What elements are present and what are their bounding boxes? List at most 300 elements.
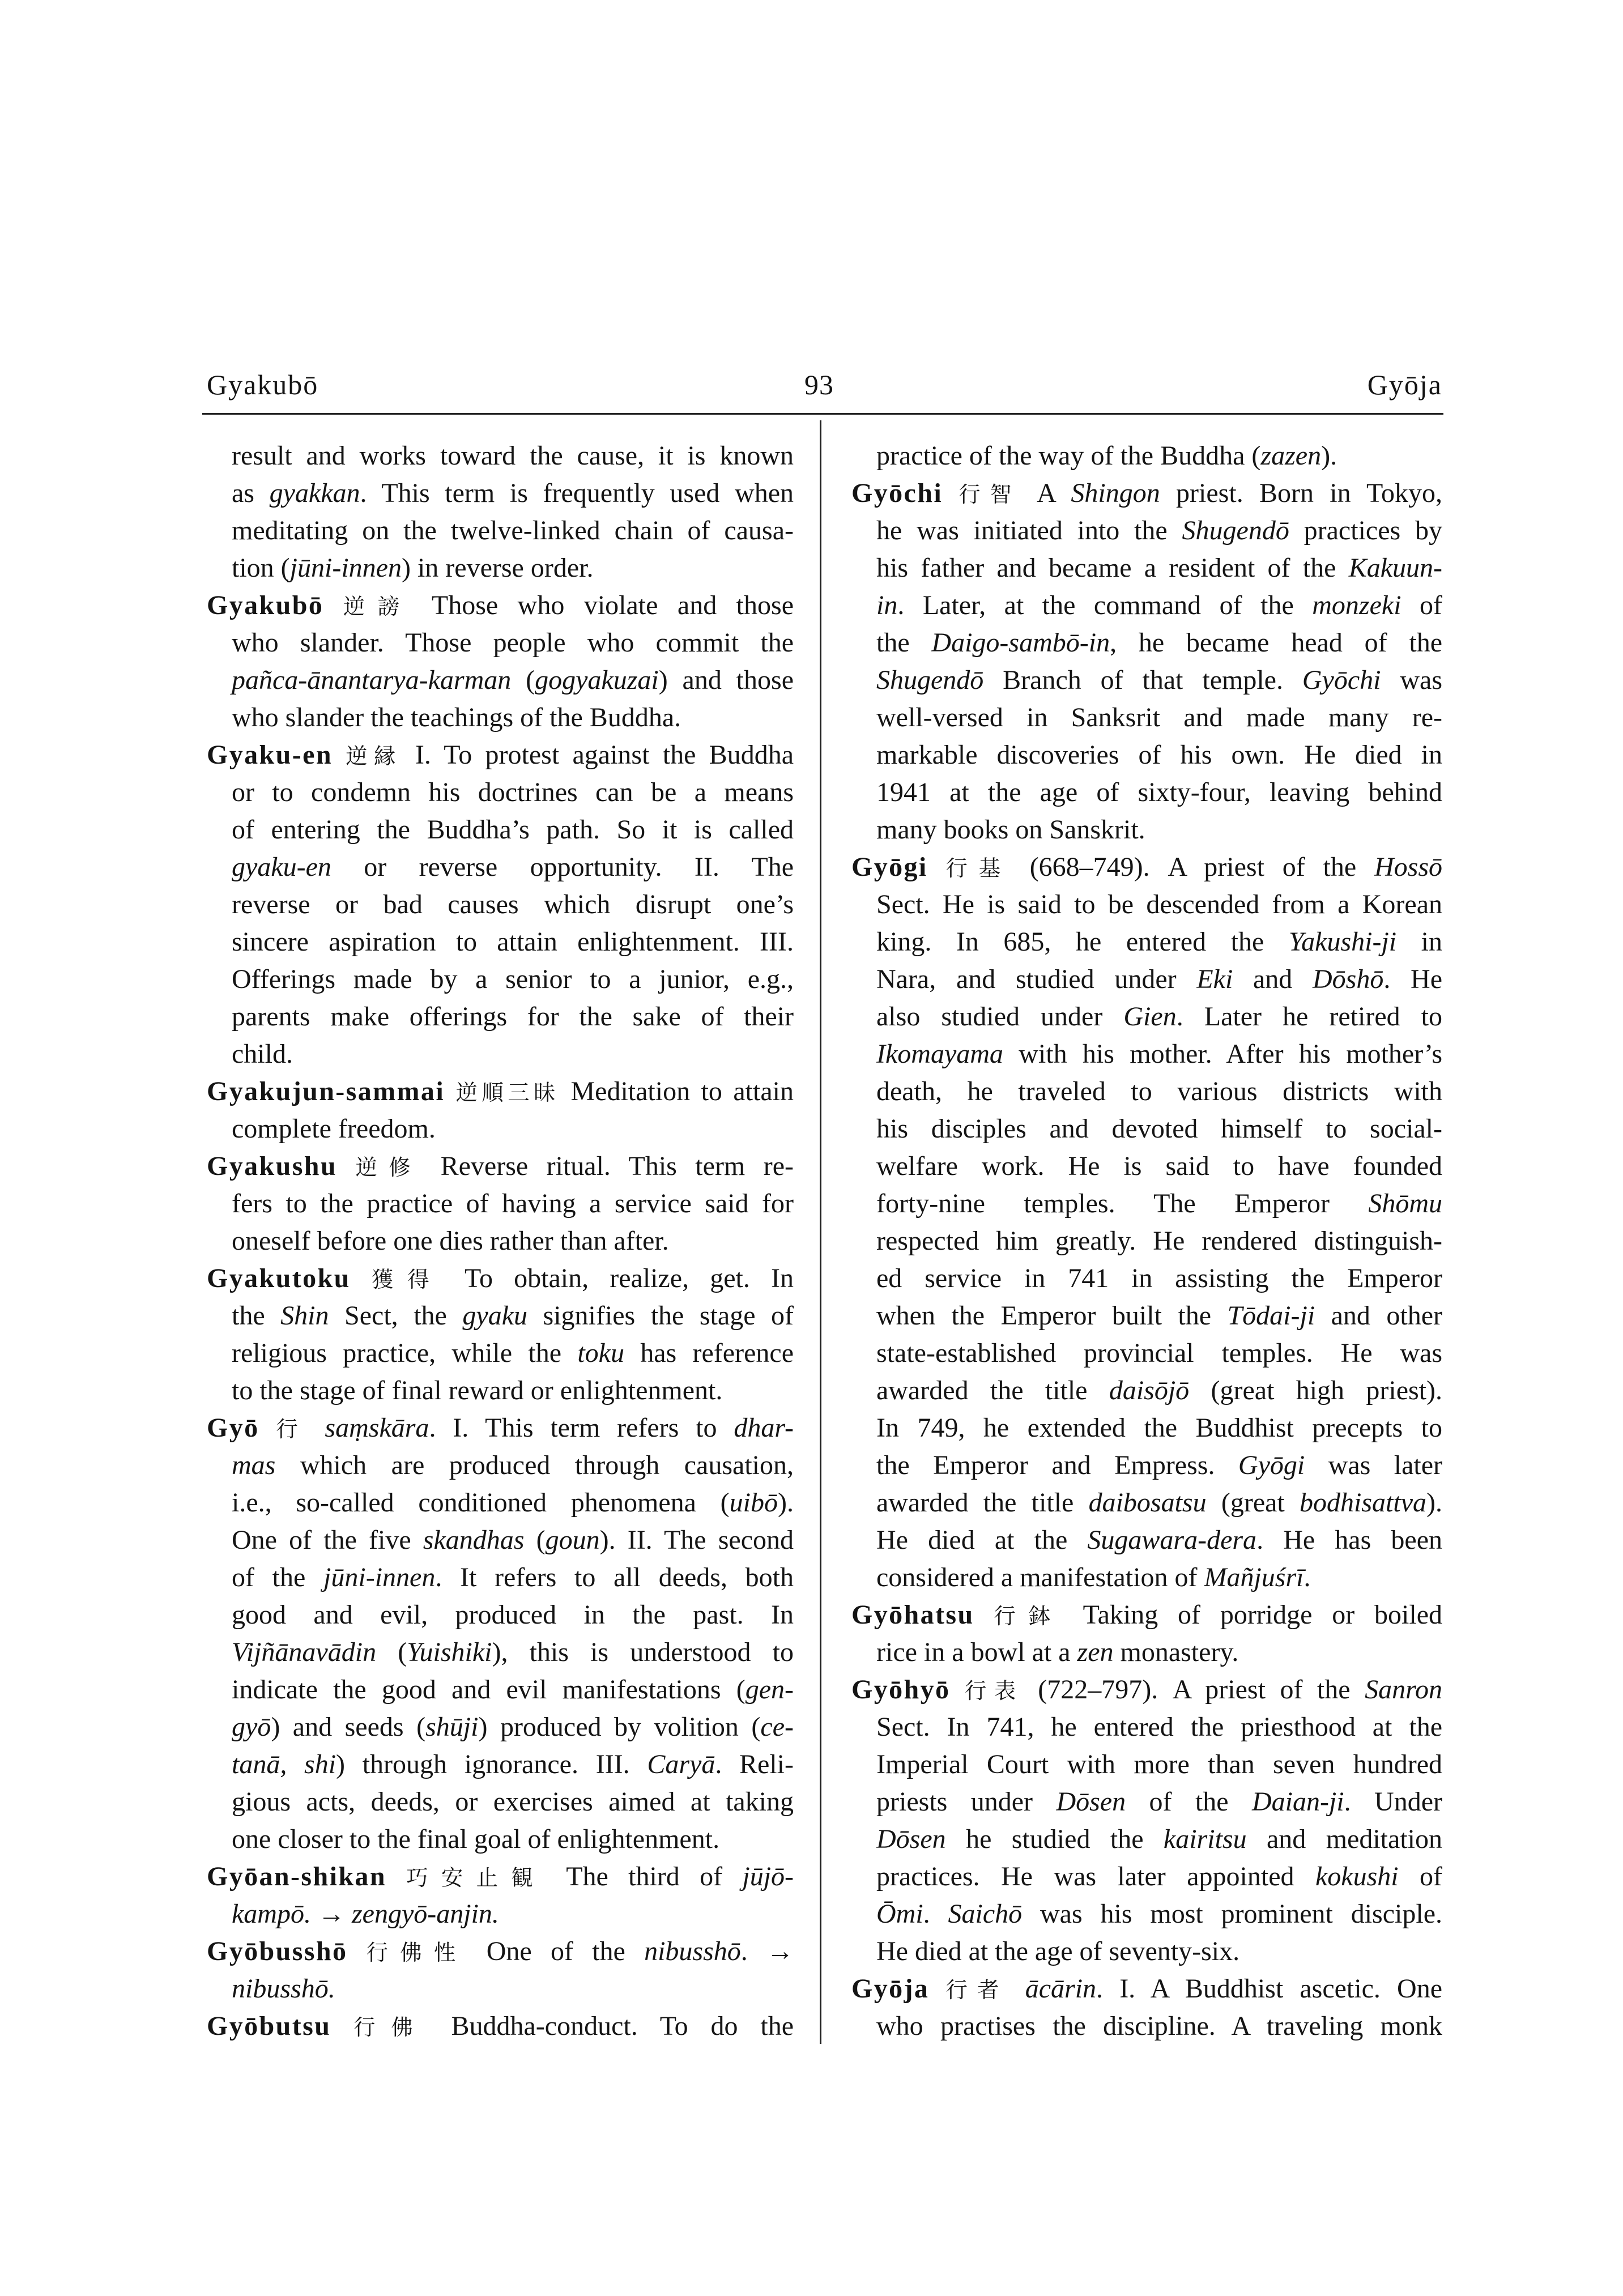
text-run: death, he traveled to various districts with [876, 1076, 1442, 1106]
text-run: as [232, 478, 270, 508]
text-line [207, 1335, 794, 1372]
header-rule [202, 413, 1443, 415]
running-head-last-entry: Gyōja [1367, 369, 1442, 401]
text-run: and other [1315, 1301, 1442, 1331]
text-run: . Reli- [715, 1749, 794, 1779]
italic-term: mas [232, 1450, 276, 1480]
text-line [207, 1596, 794, 1634]
text-line [207, 849, 794, 886]
text-run: Sect, the [329, 1301, 463, 1331]
text-run: of the [1126, 1787, 1252, 1817]
italic-term: daibosatsu [1088, 1488, 1207, 1518]
text-run [929, 1974, 945, 2004]
text-line [851, 1634, 1442, 1671]
italic-term: Ōmi [876, 1899, 923, 1929]
text-run: ( [376, 1637, 407, 1667]
text-run: gious acts, deeds, or exercises aimed at taking [232, 1787, 794, 1817]
italic-term: gyaku [462, 1301, 527, 1331]
text-line [851, 512, 1442, 549]
headword: Gyōhyō [851, 1675, 951, 1705]
italic-term: daisōjō [1109, 1375, 1190, 1405]
text-run: practices. He was later appointed [876, 1861, 1315, 1892]
text-line [851, 1484, 1442, 1522]
text-run: king. In 685, he entered the [876, 927, 1289, 957]
text-run: ) through ignorance. III. [336, 1749, 648, 1779]
text-run: complete freedom. [232, 1114, 436, 1144]
text-line [851, 1110, 1442, 1148]
italic-term: uibō [729, 1488, 778, 1518]
column-divider [820, 420, 821, 2044]
page-number: 93 [804, 369, 834, 401]
kanji-characters: 行智 [959, 482, 1021, 508]
entry-first-line [851, 1970, 1442, 2008]
text-line [851, 736, 1442, 774]
text-run: to the stage of final reward or enlightenment. [232, 1375, 723, 1405]
text-run: practices by [1289, 516, 1442, 546]
text-run: One of the [467, 1936, 645, 1966]
text-line [851, 1222, 1442, 1260]
text-run [445, 1076, 455, 1106]
italic-term: Kakuun- [1348, 553, 1442, 583]
text-run: ), this is understood to [492, 1637, 794, 1667]
text-run: the [232, 1301, 281, 1331]
text-run: many books on Sanskrit. [876, 815, 1145, 845]
entry-first-line [851, 1671, 1442, 1709]
text-line [851, 886, 1442, 923]
text-run: indicate the good and evil manifestations ( [232, 1675, 746, 1705]
text-run: the Emperor and Empress. [876, 1450, 1238, 1480]
text-line [207, 886, 794, 923]
text-line [851, 1185, 1442, 1222]
text-line [207, 923, 794, 961]
text-run: ( [524, 1525, 546, 1555]
text-run: To obtain, realize, get. In [443, 1263, 794, 1293]
text-line [207, 662, 794, 699]
italic-term: toku [577, 1338, 624, 1368]
text-run: A [1020, 478, 1071, 508]
italic-term: Hossō [1374, 852, 1442, 882]
text-run: and [1233, 964, 1313, 994]
text-run: Imperial Court with more than seven hundred [876, 1749, 1442, 1779]
text-run: of [1398, 1861, 1442, 1892]
text-line [207, 1185, 794, 1222]
text-run [943, 478, 959, 508]
italic-term: in [876, 590, 898, 620]
text-line [851, 1335, 1442, 1372]
text-run: well-versed in Sanksrit and made many re- [876, 702, 1442, 732]
kanji-characters: 逆謗 [343, 594, 412, 620]
headword: Gyōchi [851, 478, 943, 508]
text-run: practice of the way of the Buddha ( [876, 441, 1261, 471]
text-line [851, 1709, 1442, 1746]
text-line [851, 1522, 1442, 1559]
italic-term: gyaku-en [232, 852, 331, 882]
italic-term: Sanron [1365, 1675, 1442, 1705]
text-line [207, 1297, 794, 1335]
italic-term: Dōsen [1056, 1787, 1126, 1817]
kanji-characters: 行佛 [353, 2015, 429, 2041]
text-run: He died at the age of seventy-six. [876, 1936, 1240, 1966]
italic-term: Dōsen [876, 1824, 946, 1854]
text-run: child. [232, 1039, 293, 1069]
headword: Gyakujun-sammai [207, 1076, 445, 1106]
text-line [207, 1821, 794, 1858]
text-run: monastery. [1113, 1637, 1239, 1667]
italic-term: Tōdai-ji [1227, 1301, 1315, 1331]
kanji-characters: 行佛性 [366, 1940, 468, 1966]
text-run: priests under [876, 1787, 1057, 1817]
text-run: , he became head of the [1110, 628, 1442, 658]
kanji-characters: 行 [276, 1417, 308, 1442]
text-run: . Under [1344, 1787, 1442, 1817]
text-line [851, 1297, 1442, 1335]
italic-term: skandhas [423, 1525, 525, 1555]
text-run [259, 1413, 276, 1443]
entry-first-line [207, 736, 794, 774]
headword: Gyakushu [207, 1151, 337, 1181]
text-line [207, 624, 794, 662]
headword: Gyōan-shikan [207, 1861, 386, 1892]
text-run: ) produced by volition ( [478, 1712, 761, 1742]
text-run: i.e., so-called conditioned phenomena ( [232, 1488, 730, 1518]
entry-first-line [207, 1260, 794, 1297]
headword: Gyaku-en [207, 740, 333, 770]
text-run: and meditation [1246, 1824, 1442, 1854]
text-run: considered a manifestation of [876, 1562, 1204, 1592]
left-column [207, 437, 794, 2045]
text-run: → [310, 1899, 352, 1929]
text-run: priest. Born in Tokyo, [1160, 478, 1442, 508]
text-line [207, 961, 794, 998]
italic-term: nibusshō. [232, 1974, 335, 2004]
entry-first-line [207, 1073, 794, 1110]
text-run: awarded the title [876, 1375, 1109, 1405]
text-run: One of the five [232, 1525, 423, 1555]
text-run: when the Emperor built the [876, 1301, 1228, 1331]
headword: Gyōja [851, 1974, 930, 2004]
italic-term: Gyōchi [1302, 665, 1381, 695]
text-run: ed service in 741 in assisting the Emperor [876, 1263, 1442, 1293]
entry-first-line [207, 1148, 794, 1185]
italic-term: Caryā [647, 1749, 715, 1779]
text-run: or reverse opportunity. II. The [331, 852, 794, 882]
italic-term: Eki [1196, 964, 1233, 994]
text-run: which are produced through causation, [275, 1450, 794, 1480]
italic-term: Shugendō [1182, 516, 1289, 546]
italic-term: jūni-innen [323, 1562, 436, 1592]
text-line [207, 1484, 794, 1522]
text-run: ). [1426, 1488, 1442, 1518]
text-run: . This term is frequently used when [360, 478, 794, 508]
text-run: He died at the [876, 1525, 1088, 1555]
italic-term: ce- [760, 1712, 794, 1742]
text-line [851, 1783, 1442, 1821]
text-run: parents make offerings for the sake of their [232, 1002, 794, 1032]
text-line [207, 1036, 794, 1073]
text-run: 1941 at the age of sixty-four, leaving behind [876, 777, 1442, 807]
text-line [207, 1970, 794, 2008]
text-line [851, 1409, 1442, 1447]
text-line [207, 1372, 794, 1409]
text-run: . Later, at the command of the [897, 590, 1313, 620]
text-run: (great high priest). [1189, 1375, 1442, 1405]
text-run [331, 2011, 353, 2041]
text-line [851, 1260, 1442, 1297]
text-line [207, 1634, 794, 1671]
text-run: he studied the [945, 1824, 1164, 1854]
text-run: state-established provincial temples. He was [876, 1338, 1442, 1368]
text-run: markable discoveries of his own. He died in [876, 740, 1442, 770]
text-line [851, 811, 1442, 849]
text-run: Offerings made by a senior to a junior, e.g., [232, 964, 794, 994]
text-run: In 749, he extended the Buddhist precepts to [876, 1413, 1442, 1443]
kanji-characters: 獲得 [371, 1267, 444, 1293]
text-run [337, 1151, 355, 1181]
text-run: ). [1321, 441, 1337, 471]
text-run: of the [232, 1562, 324, 1592]
text-line [851, 961, 1442, 998]
italic-term: shūji [425, 1712, 479, 1742]
text-line [207, 512, 794, 549]
text-run: Sect. In 741, he entered the priesthood at the [876, 1712, 1442, 1742]
text-run: fers to the practice of having a service said for [232, 1189, 794, 1219]
text-run: ) and those [658, 665, 794, 695]
italic-term: Daian-ji [1251, 1787, 1344, 1817]
text-line [207, 1447, 794, 1484]
italic-term: Mañjuśrī [1204, 1562, 1304, 1592]
text-line [207, 1671, 794, 1709]
text-run: with his mother. After his mother’s [1003, 1039, 1442, 1069]
text-run: The third of [546, 1861, 743, 1892]
text-run [308, 1413, 325, 1443]
italic-term: ācārin [1025, 1974, 1097, 2004]
italic-term: tanā, shi [232, 1749, 336, 1779]
text-line [851, 998, 1442, 1036]
text-run: signifies the stage of [527, 1301, 794, 1331]
text-run: . It refers to all deeds, both [435, 1562, 794, 1592]
italic-term: Shingon [1071, 478, 1160, 508]
text-run: I. To protest against the Buddha [402, 740, 794, 770]
text-run: oneself before one dies rather than after. [232, 1226, 669, 1256]
text-run: . He has been [1256, 1525, 1442, 1555]
headword: Gyakutoku [207, 1263, 351, 1293]
italic-term: zengyō-anjin. [351, 1899, 499, 1929]
text-run: of [1401, 590, 1442, 620]
entry-first-line [207, 1409, 794, 1447]
italic-term: gyakkan [269, 478, 360, 508]
text-line [207, 437, 794, 475]
text-run: in [1396, 927, 1442, 957]
text-run: reverse or bad causes which disrupt one’s [232, 889, 794, 919]
kanji-characters: 逆修 [355, 1155, 423, 1181]
text-run: result and works toward the cause, it is known [232, 441, 794, 471]
entry-first-line [851, 849, 1442, 886]
text-run: was later [1305, 1450, 1442, 1480]
text-run: Those who violate and those [412, 590, 794, 620]
text-run [333, 740, 346, 770]
text-run: . Later he retired to [1176, 1002, 1442, 1032]
text-run: Nara, and studied under [876, 964, 1197, 994]
text-line [207, 1559, 794, 1596]
italic-term: jūjō- [742, 1861, 794, 1892]
italic-term: Yakushi-ji [1288, 927, 1397, 957]
text-run: Branch of that temple. [983, 665, 1302, 695]
text-run: has reference [624, 1338, 794, 1368]
text-run: Sect. He is said to be descended from a Korean [876, 889, 1442, 919]
italic-term: zazen [1260, 441, 1322, 471]
text-run [974, 1600, 994, 1630]
text-run: ) and seeds ( [271, 1712, 426, 1742]
text-line [207, 1522, 794, 1559]
italic-term: gogyakuzai [535, 665, 659, 695]
text-run: (722–797). A priest of the [1023, 1675, 1365, 1705]
text-line [851, 1746, 1442, 1783]
text-line [851, 1821, 1442, 1858]
text-line [207, 811, 794, 849]
right-column [851, 437, 1442, 2045]
italic-term: dhar- [734, 1413, 794, 1443]
text-run: of entering the Buddha’s path. So it is called [232, 815, 794, 845]
text-run: his disciples and devoted himself to social- [876, 1114, 1442, 1144]
text-run: respected him greatly. He rendered distinguish- [876, 1226, 1442, 1256]
text-line [207, 1709, 794, 1746]
headword: Gyakubō [207, 590, 324, 620]
italic-term: saṃskāra [325, 1413, 429, 1443]
text-run [950, 1675, 965, 1705]
text-run [386, 1861, 406, 1892]
kanji-characters: 逆縁 [346, 744, 402, 769]
italic-term: kokushi [1315, 1861, 1399, 1892]
italic-term: goun [545, 1525, 600, 1555]
italic-term: Vijñānavādin [232, 1637, 377, 1667]
text-line [851, 923, 1442, 961]
italic-term: Saichō [948, 1899, 1023, 1929]
kanji-characters: 行基 [945, 856, 1012, 881]
headword: Gyōbusshō [207, 1936, 348, 1966]
text-run: Meditation to attain [560, 1076, 794, 1106]
text-line [207, 1895, 794, 1933]
text-run: who slander. Those people who commit the [232, 628, 794, 658]
text-run: ). II. The second [599, 1525, 794, 1555]
entry-first-line [851, 475, 1442, 512]
text-run: who practises the discipline. A traveling monk [876, 2011, 1442, 2041]
text-line [851, 699, 1442, 736]
kanji-characters: 行表 [964, 1679, 1024, 1704]
text-run: ). [778, 1488, 794, 1518]
text-line [851, 662, 1442, 699]
text-line [851, 774, 1442, 811]
text-run: sincere aspiration to attain enlightenment. III. [232, 927, 794, 957]
text-line [851, 2008, 1442, 2045]
text-line [851, 437, 1442, 475]
text-line [851, 1148, 1442, 1185]
text-run: . → [740, 1936, 794, 1966]
text-run: the [876, 628, 932, 658]
text-line [207, 1222, 794, 1260]
text-line [207, 549, 794, 587]
text-line [851, 587, 1442, 624]
text-line [851, 1559, 1442, 1596]
text-run: awarded the title [876, 1488, 1089, 1518]
kanji-characters: 巧安止観 [406, 1865, 546, 1891]
text-run: ( [511, 665, 535, 695]
italic-term: Gyōgi [1238, 1450, 1305, 1480]
headword: Gyō [207, 1413, 259, 1443]
italic-term: nibusshō [644, 1936, 741, 1966]
text-run: was his most prominent disciple. [1022, 1899, 1442, 1929]
text-run: good and evil, produced in the past. In [232, 1600, 794, 1630]
text-run: he was initiated into the [876, 516, 1182, 546]
italic-term: Ikomayama [876, 1039, 1003, 1069]
text-line [207, 1110, 794, 1148]
text-run: who slander the teachings of the Buddha. [232, 702, 681, 732]
text-run: religious practice, while the [232, 1338, 578, 1368]
text-run: or to condemn his doctrines can be a means [232, 777, 794, 807]
italic-term: Sugawara-dera [1087, 1525, 1257, 1555]
running-head-first-entry: Gyakubō [207, 369, 319, 401]
entry-first-line [207, 1858, 794, 1895]
headword: Gyōgi [851, 852, 928, 882]
text-run: rice in a bowl at a [876, 1637, 1077, 1667]
text-run: one closer to the final goal of enlightenment. [232, 1824, 720, 1854]
text-run: . [923, 1899, 948, 1929]
italic-term: Gien [1123, 1002, 1177, 1032]
italic-term: gyō [232, 1712, 271, 1742]
text-run: Reverse ritual. This term re- [422, 1151, 794, 1181]
italic-term: Yuishiki [407, 1637, 492, 1667]
text-line [851, 549, 1442, 587]
text-run: Buddha-conduct. To do the [428, 2011, 794, 2041]
entry-first-line [207, 1933, 794, 1970]
text-run: his father and became a resident of the [876, 553, 1349, 583]
italic-term: monzeki [1312, 590, 1402, 620]
text-run: (great [1206, 1488, 1300, 1518]
text-line [851, 1858, 1442, 1895]
text-run: Taking of porridge or boiled [1063, 1600, 1442, 1630]
italic-term: kampō. [232, 1899, 311, 1929]
text-run [351, 1263, 372, 1293]
text-run: . I. A Buddhist ascetic. One [1096, 1974, 1442, 2004]
kanji-characters: 行者 [945, 1978, 1009, 2003]
italic-term: zen [1077, 1637, 1114, 1667]
text-run: welfare work. He is said to have founded [876, 1151, 1442, 1181]
italic-term: Shin [280, 1301, 329, 1331]
text-line [207, 1746, 794, 1783]
text-line [851, 1073, 1442, 1110]
headword: Gyōbutsu [207, 2011, 331, 2041]
kanji-characters: 逆順三昧 [455, 1080, 560, 1106]
text-line [851, 1036, 1442, 1073]
text-run: forty-nine temples. The Emperor [876, 1189, 1369, 1219]
text-line [207, 699, 794, 736]
italic-term: jūni-innen [289, 553, 402, 583]
text-line [207, 1783, 794, 1821]
italic-term: bodhisattva [1300, 1488, 1427, 1518]
italic-term: Shōmu [1368, 1189, 1442, 1219]
kanji-characters: 行鉢 [994, 1604, 1063, 1629]
text-run [928, 852, 946, 882]
italic-term: gen- [745, 1675, 794, 1705]
text-line [207, 475, 794, 512]
text-line [851, 1447, 1442, 1484]
text-run: meditating on the twelve-linked chain of causa- [232, 516, 794, 546]
text-run: ) in reverse order. [401, 553, 594, 583]
text-run: . [1303, 1562, 1311, 1592]
text-run: . He [1383, 964, 1442, 994]
text-line [851, 1933, 1442, 1970]
text-run: was [1381, 665, 1442, 695]
text-run: (668–749). A priest of the [1011, 852, 1374, 882]
